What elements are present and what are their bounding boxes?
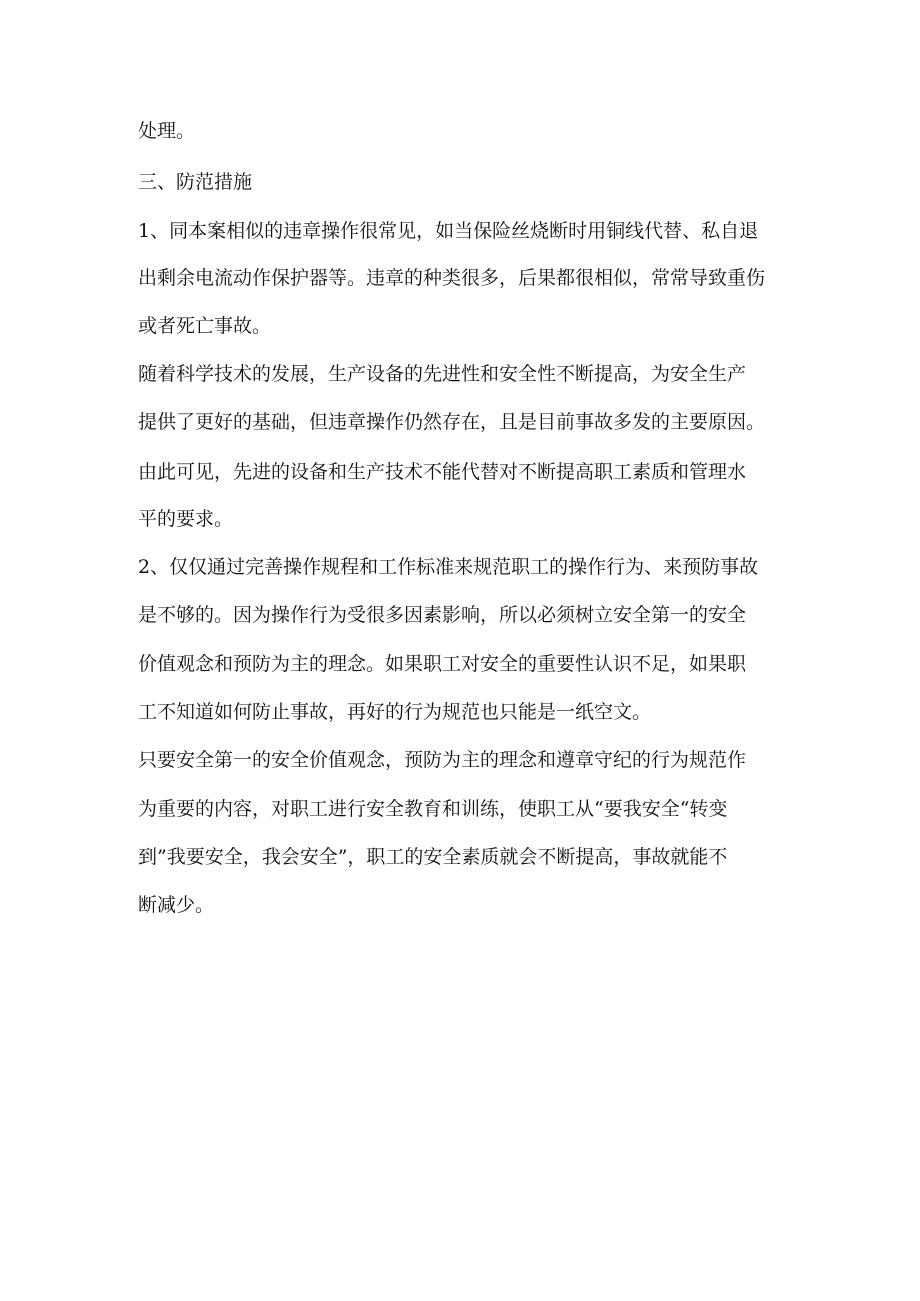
- text-line-11: 是不够的。因为操作行为受很多因素影响，所以必须树立安全第一的安全: [138, 604, 747, 626]
- text-line-14: 只要安全第一的安全价值观念，预防为主的理念和遵章守纪的行为规范作: [138, 749, 747, 771]
- text-line-16: 到”我要安全，我会安全”，职工的安全素质就会不断提高，事故就能不: [138, 846, 728, 868]
- text-line-10: 2、仅仅通过完善操作规程和工作标准来规范职工的操作行为、来预防事故: [138, 556, 759, 578]
- text-line-8: 由此可见，先进的设备和生产技术不能代替对不断提高职工素质和管理水: [138, 461, 747, 483]
- text-line-17: 断减少。: [138, 894, 215, 916]
- text-line-3: 1、同本案相似的违章操作很常见，如当保险丝烧断时用铜线代替、私自退: [138, 220, 759, 242]
- text-line-13: 工不知道如何防止事故，再好的行为规范也只能是一纸空文。: [138, 701, 652, 723]
- text-line-7: 提供了更好的基础，但违章操作仍然存在，且是目前事故多发的主要原因。: [138, 411, 766, 433]
- text-line-6: 随着科学技术的发展，生产设备的先进性和安全性不断提高，为安全生产: [138, 363, 747, 385]
- text-line-9: 平的要求。: [138, 508, 234, 530]
- text-line-15: 为重要的内容，对职工进行安全教育和训练，使职工从“要我安全“转变: [138, 798, 728, 820]
- text-line-5: 或者死亡事故。: [138, 315, 272, 337]
- text-line-4: 出剩余电流动作保护器等。违章的种类很多，后果都很相似，常常导致重伤: [138, 267, 766, 289]
- text-line-12: 价值观念和预防为主的理念。如果职工对安全的重要性认识不足，如果职: [138, 653, 747, 675]
- section-heading: 三、防范措施: [138, 171, 253, 193]
- text-line-1: 处理。: [138, 120, 196, 142]
